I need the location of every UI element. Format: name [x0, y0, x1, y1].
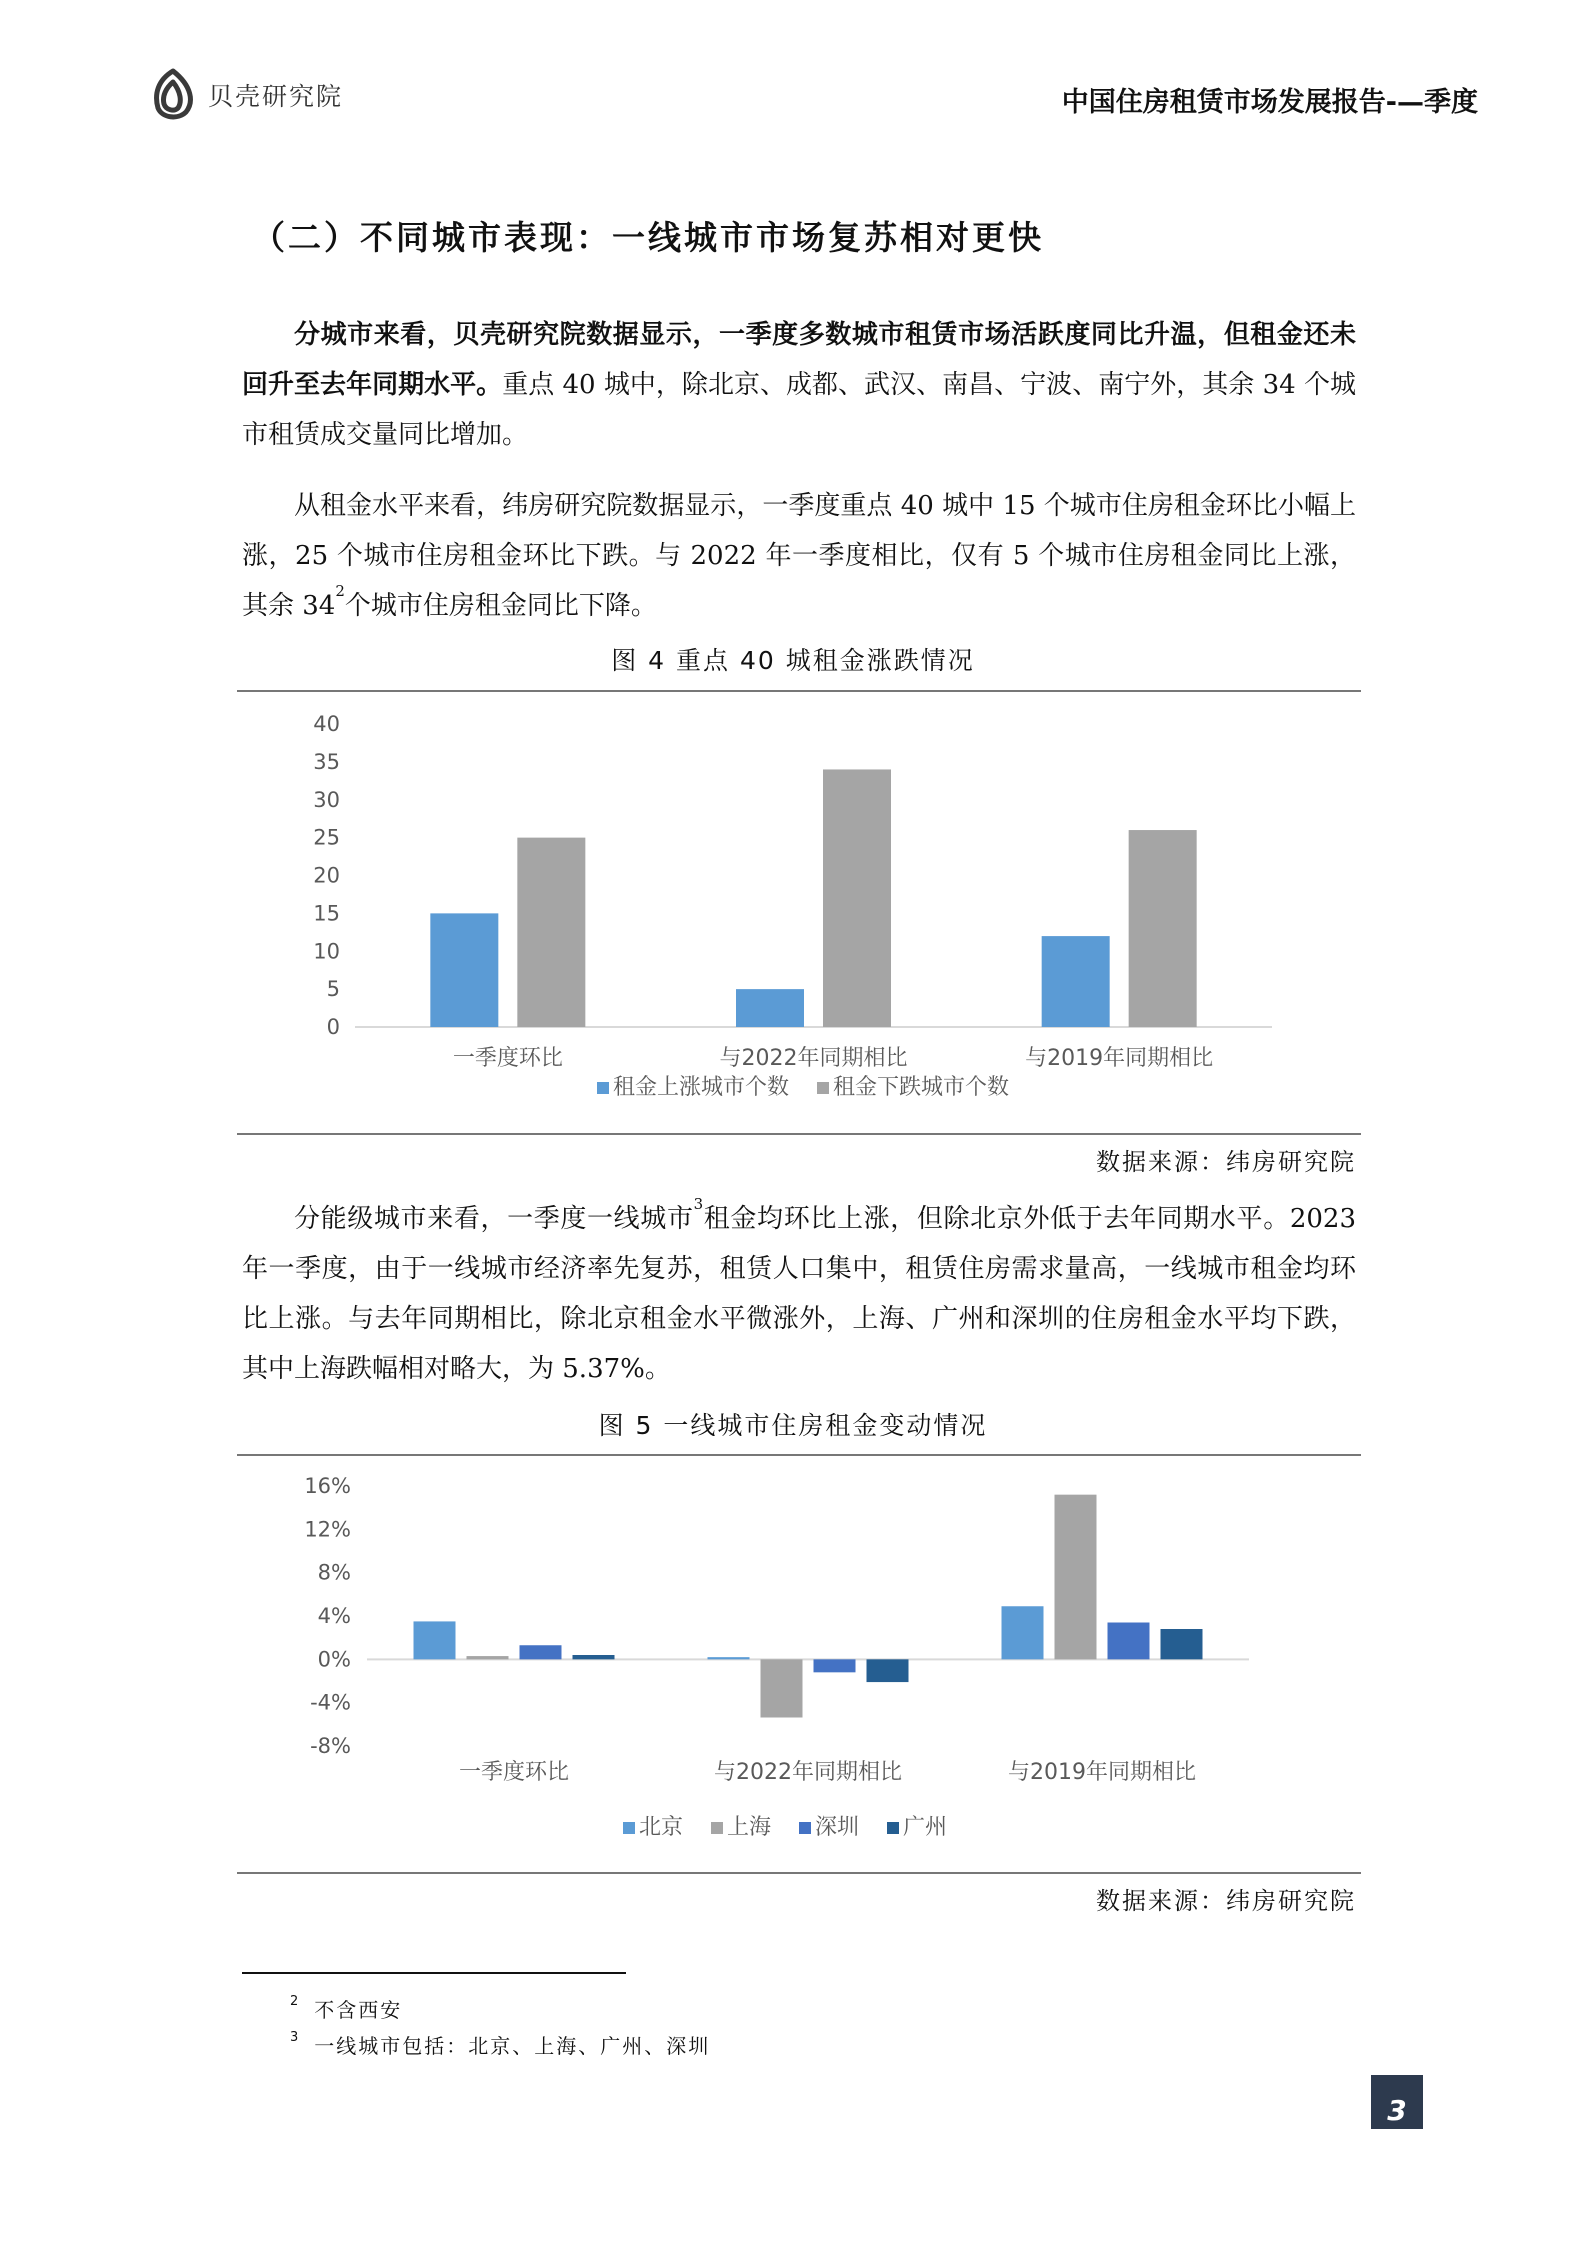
y-tick-label: 20 [313, 863, 340, 888]
bar-租金上涨城市个数 [430, 913, 498, 1027]
y-tick-label: 35 [313, 749, 340, 774]
page-number: 3 [1371, 2075, 1423, 2129]
paragraph-bold-lead: 分城市来看，贝壳研究院数据显示，一季度多数城市租赁市场活跃度同比升温，但租金还未回升至去年同期水平。 [242, 320, 1356, 400]
logo-text: 贝壳研究院 [208, 82, 344, 111]
paragraph-tier-cities [242, 1194, 1356, 1394]
figure5-source: 数据来源：纬房研究院 [1096, 1887, 1356, 1915]
figure4-chart [237, 692, 1361, 1132]
y-tick-label: 40 [313, 712, 340, 736]
legend-swatch [597, 1082, 609, 1094]
x-category-label: 一季度环比 [452, 1046, 563, 1071]
legend-label: 广州 [903, 1815, 948, 1840]
figure4-bottom-rule [237, 1133, 1361, 1135]
footnote-divider [242, 1972, 626, 1974]
legend-swatch [711, 1822, 723, 1834]
y-tick-label: 12% [304, 1517, 351, 1542]
y-tick-label: 16% [304, 1474, 351, 1498]
legend-label: 北京 [639, 1815, 684, 1840]
x-category-label: 一季度环比 [458, 1760, 570, 1785]
y-tick-label: 30 [313, 787, 340, 812]
footnote-ref[interactable]: 2 [335, 582, 345, 600]
logo-icon [148, 68, 198, 122]
bar-广州 [1161, 1629, 1203, 1659]
y-tick-label: -4% [310, 1690, 351, 1715]
legend-swatch [623, 1822, 635, 1834]
footnote-number: 2 [290, 1994, 301, 2009]
bar-上海 [1055, 1495, 1097, 1660]
y-tick-label: 0% [317, 1647, 351, 1672]
paragraph-text: 从租金水平来看，纬房研究院数据显示，一季度重点 40 城中 15 个城市住房租金环比小幅上涨，25 个城市住房租金环比下跌。与 2022 年一季度相比，仅有 5 个城市住房租金同比上涨，其余 34 [242, 491, 1356, 621]
footnote-3 [290, 2030, 710, 2059]
y-tick-label: 15 [313, 901, 340, 926]
legend-swatch [887, 1822, 899, 1834]
paragraph-rent-level [242, 481, 1356, 631]
figure5-bottom-rule [237, 1872, 1361, 1874]
y-tick-label: 0 [326, 1015, 340, 1039]
bar-北京 [708, 1657, 750, 1659]
x-category-label: 与2022年同期相比 [719, 1046, 908, 1071]
y-tick-label: 8% [317, 1560, 351, 1585]
paragraph-text: 分能级城市来看，一季度一线城市 [294, 1204, 694, 1234]
bar-租金下跌城市个数 [517, 838, 585, 1027]
x-category-label: 与2019年同期相比 [1008, 1760, 1196, 1785]
x-category-label: 与2022年同期相比 [714, 1760, 902, 1785]
bar-深圳 [814, 1659, 856, 1672]
legend-swatch [799, 1822, 811, 1834]
paragraph-city-activity [242, 310, 1356, 460]
y-tick-label: 5 [326, 977, 340, 1002]
footnote-2 [290, 1994, 402, 2023]
bar-上海 [467, 1656, 509, 1659]
bar-广州 [573, 1655, 615, 1659]
bar-广州 [867, 1659, 909, 1682]
figure4-source: 数据来源：纬房研究院 [1096, 1148, 1356, 1176]
bar-深圳 [520, 1645, 562, 1659]
legend-label: 租金上涨城市个数 [613, 1075, 790, 1100]
y-tick-label: 4% [317, 1604, 351, 1628]
footnote-text: 不含西安 [314, 1998, 403, 2022]
footnote-ref[interactable]: 3 [693, 1195, 704, 1213]
paragraph-text: 个城市住房租金同比下降。 [344, 591, 657, 621]
paragraph-text: 租金均环比上涨，但除北京外低于去年同期水平。2023 年一季度，由于一线城市经济率先复苏，租赁人口集中，租赁住房需求量高，一线城市租金均环比上涨。与去年同期相比，除北京租金水平微涨外，上海、广州和深圳的住房租金水平均下跌，其中上海跌幅相对略大，为 5.37%。 [242, 1204, 1356, 1384]
y-tick-label: 25 [313, 825, 340, 850]
bar-深圳 [1108, 1623, 1150, 1660]
bar-租金下跌城市个数 [823, 769, 891, 1027]
footnote-text: 一线城市包括：北京、上海、广州、深圳 [314, 2034, 711, 2058]
legend-swatch [817, 1082, 829, 1094]
bar-租金下跌城市个数 [1129, 830, 1197, 1027]
legend-label: 租金下跌城市个数 [833, 1075, 1010, 1100]
figure5-chart [237, 1456, 1361, 1870]
paragraph-text: 重点 40 城中，除北京、成都、武汉、南昌、宁波、南宁外，其余 34 个城市租赁成交量同比增加。 [242, 370, 1356, 450]
bar-租金上涨城市个数 [736, 989, 804, 1027]
figure5-caption: 图 5 一线城市住房租金变动情况 [598, 1411, 988, 1440]
y-tick-label: -8% [310, 1734, 351, 1758]
y-tick-label: 10 [313, 939, 340, 964]
section-title: （二）不同城市表现：一线城市市场复苏相对更快 [252, 218, 1044, 257]
bar-北京 [414, 1621, 456, 1659]
legend-label: 上海 [727, 1815, 772, 1840]
x-category-label: 与2019年同期相比 [1025, 1046, 1214, 1071]
brand-logo [148, 68, 343, 122]
legend-label: 深圳 [815, 1815, 860, 1840]
bar-租金上涨城市个数 [1042, 936, 1110, 1027]
bar-上海 [761, 1659, 803, 1717]
bar-北京 [1002, 1606, 1044, 1659]
report-title: 中国住房租赁市场发展报告-—季度 [1061, 87, 1478, 118]
figure4-caption: 图 4 重点 40 城租金涨跌情况 [611, 646, 975, 675]
footnote-number: 3 [290, 2030, 301, 2045]
